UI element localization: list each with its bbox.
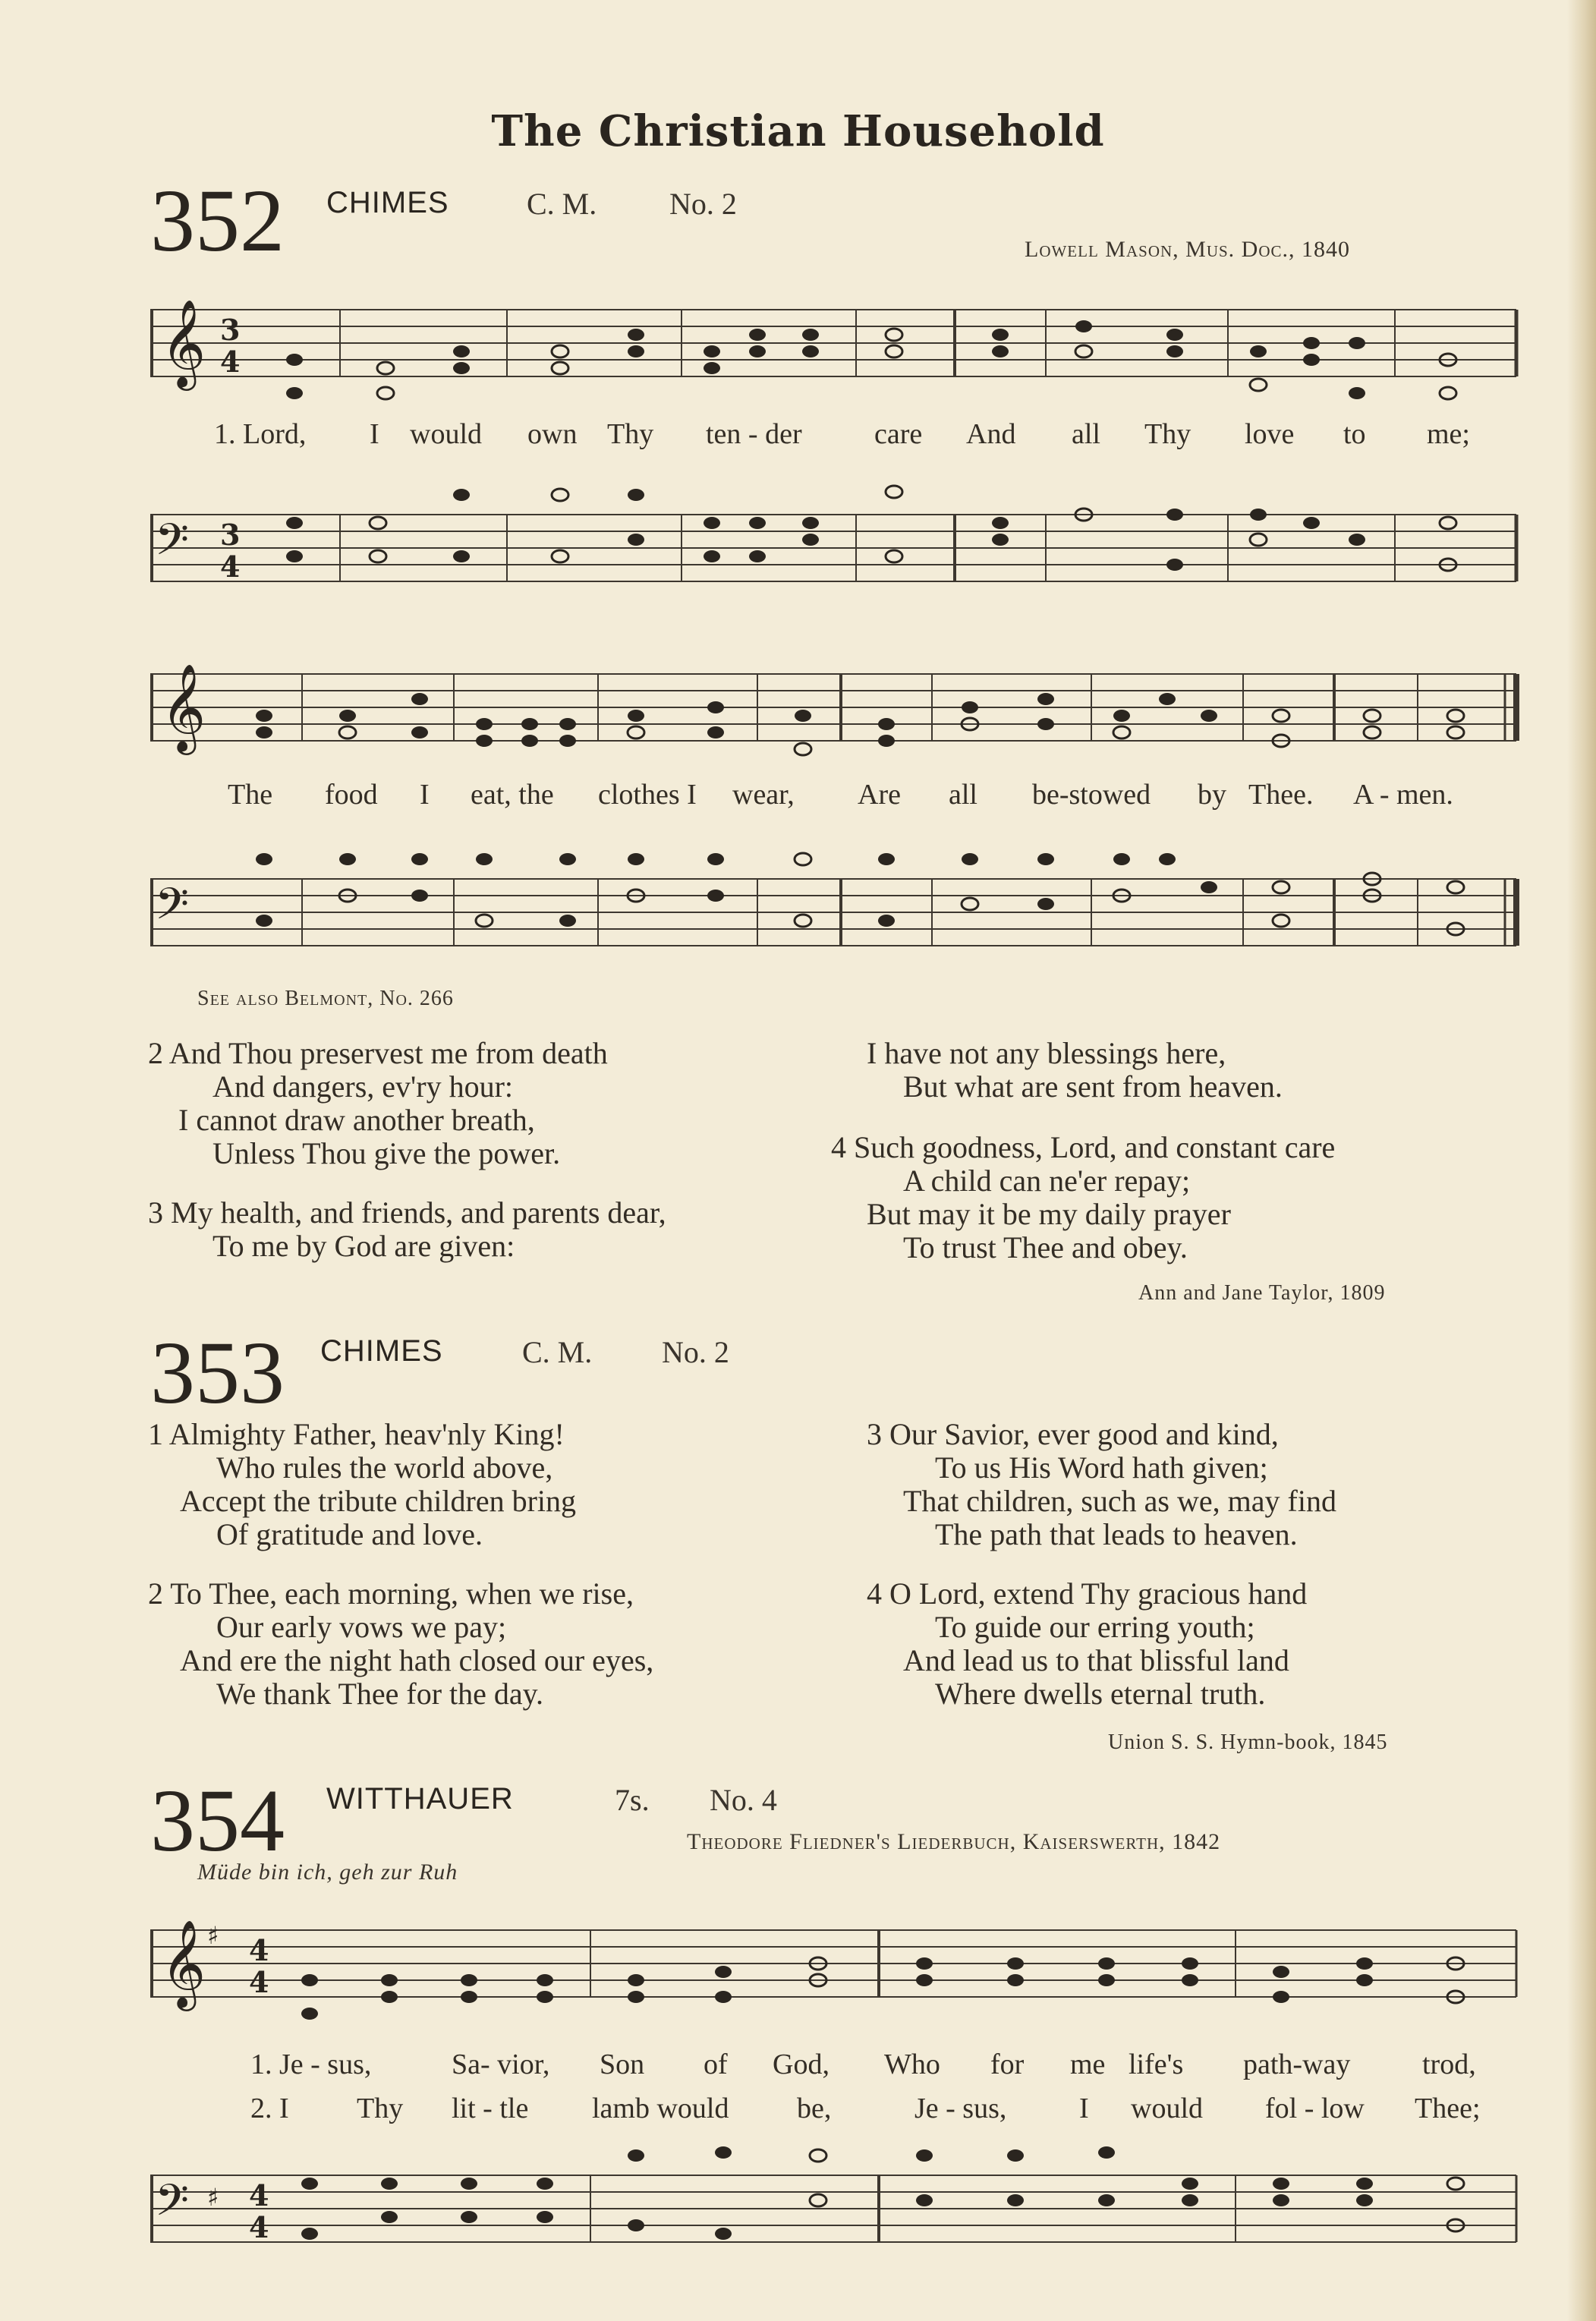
lyric-word: ten - der [706,418,802,450]
treble-staff-352-1 [150,296,1524,395]
svg-text:3: 3 [220,518,241,552]
attribution-352: Ann and Jane Taylor, 1809 [1138,1281,1386,1305]
composer-352: Lowell Mason, Mus. Doc., 1840 [1025,237,1351,262]
svg-text:♯: ♯ [207,1921,219,1950]
lyric-word: Thy [607,418,654,450]
treble-staff-354 [150,1916,1524,2015]
meter-352: C. M. [527,187,597,221]
verse-line: To trust Thee and obey. [903,1230,1188,1264]
lyric-word: life's [1129,2049,1184,2080]
svg-text:𝄞: 𝄞 [161,663,206,751]
lyric-word: me [1070,2049,1106,2080]
verse-line: We thank Thee for the day. [216,1677,544,1711]
verse-line: 2 And Thou preservest me from death [148,1036,608,1070]
lyric-word: 2. I [250,2093,289,2124]
svg-text:4: 4 [220,550,241,584]
svg-text:4: 4 [249,1933,269,1967]
bass-staff-352-1 [150,501,1524,600]
verse-line: Accept the tribute children bring [180,1484,577,1518]
verse-352-2 [148,1037,608,1170]
page-edge [1567,0,1596,2321]
verse-line: 4 O Lord, extend Thy gracious hand [867,1576,1308,1611]
lyric-word: 1. Je - sus, [250,2049,372,2080]
verse-353-4 [867,1577,1307,1711]
svg-text:3: 3 [220,313,241,347]
lyric-word: of [704,2049,728,2080]
lyric-word: clothes I [598,779,697,811]
verse-line: That children, such as we, may find [903,1484,1336,1518]
verse-line: And ere the night hath closed our eyes, [180,1643,654,1677]
verse-line: Our early vows we pay; [216,1610,507,1644]
lyric-word: Son [600,2049,645,2080]
bass-staff-352-2 [150,865,1524,964]
treble-staff-352-2 [150,660,1524,759]
verse-line: Unless Thou give the power. [212,1136,561,1170]
verse-line: But what are sent from heaven. [903,1069,1283,1104]
attribution-353: Union S. S. Hymn-book, 1845 [1108,1731,1388,1754]
lyric-word: A - men. [1353,779,1453,811]
verse-line: But may it be my daily prayer [867,1197,1231,1231]
verse-line: 1 Almighty Father, heav'nly King! [148,1417,565,1451]
lyric-word: wear, [732,779,795,811]
tune-no-352: No. 2 [669,187,737,221]
lyric-word: be, [797,2093,832,2124]
lyric-word: by [1198,779,1226,811]
lyric-word: Je - sus, [914,2093,1007,2124]
lyric-word: all [949,779,977,811]
lyric-word: would [1131,2093,1203,2124]
lyric-word: for [990,2049,1025,2080]
verse-353-3 [867,1418,1336,1551]
lyric-word: I [370,418,379,450]
verse-line: I cannot draw another breath, [178,1103,535,1137]
svg-text:𝄢: 𝄢 [155,2175,190,2237]
lyric-word: Sa- vior, [452,2049,550,2080]
hymn-number-353: 353 [150,1323,285,1422]
svg-text:𝄞: 𝄞 [161,298,206,387]
lyric-word: Who [884,2049,940,2080]
lyric-word: path-way [1243,2049,1351,2080]
lyric-word: be-stowed [1032,779,1151,811]
tune-name-354: WITTHAUER [326,1782,514,1816]
tune-no-353: No. 2 [662,1335,729,1369]
svg-text:𝄢: 𝄢 [155,878,190,940]
lyric-word: lamb would [592,2093,729,2124]
lyric-word: all [1072,418,1100,450]
hymn-number-352: 352 [150,171,285,270]
lyric-word: Are [858,779,901,811]
svg-text:𝄞: 𝄞 [161,1919,206,2008]
lyric-word: me; [1427,418,1470,450]
svg-text:4: 4 [249,1965,269,1999]
lyric-word: fol - low [1265,2093,1365,2124]
lyric-word: lit - tle [452,2093,529,2124]
composer-354: Theodore Fliedner's Liederbuch, Kaiserswerth, 1842 [687,1829,1221,1854]
verse-352-4 [831,1131,1335,1264]
verse-line: 3 Our Savior, ever good and kind, [867,1417,1279,1451]
lyric-word: eat, the [471,779,554,811]
meter-353: C. M. [522,1335,593,1369]
lyric-word: to [1343,418,1366,450]
verse-352-3-continued [867,1037,1283,1104]
lyric-word: I [1079,2093,1089,2124]
meter-354: 7s. [615,1783,650,1817]
subtitle-354: Müde bin ich, geh zur Ruh [197,1860,458,1885]
tune-no-354: No. 4 [710,1783,777,1817]
lyric-word: I [420,779,430,811]
verse-line: 3 My health, and friends, and parents dear, [148,1195,666,1230]
lyric-word: God, [773,2049,829,2080]
verse-line: The path that leads to heaven. [935,1517,1298,1551]
verse-353-1 [148,1418,576,1551]
verse-line: Who rules the world above, [216,1450,553,1485]
lyric-word: own [527,418,578,450]
bass-staff-354 [150,2162,1524,2260]
verse-line: To me by God are given: [212,1229,515,1263]
svg-text:4: 4 [249,2210,269,2244]
verse-line: To guide our erring youth; [935,1610,1255,1644]
verse-line: 4 Such goodness, Lord, and constant care [831,1130,1336,1164]
hymn-number-354: 354 [150,1771,285,1870]
verse-line: Where dwells eternal truth. [935,1677,1266,1711]
verse-line: I have not any blessings here, [867,1036,1226,1070]
lyric-word: Thy [1144,418,1191,450]
lyric-word: Thee. [1248,779,1314,811]
lyric-word: The [228,779,273,811]
verse-line: To us His Word hath given; [935,1450,1268,1485]
lyric-word: Thee; [1415,2093,1481,2124]
svg-text:4: 4 [220,345,241,379]
lyric-word: 1. Lord, [214,418,307,450]
see-also-note: See also Belmont, No. 266 [197,987,454,1010]
svg-text:4: 4 [249,2178,269,2212]
lyric-word: love [1245,418,1295,450]
lyric-word: would [410,418,482,450]
lyric-word: Thy [357,2093,404,2124]
verse-line: 2 To Thee, each morning, when we rise, [148,1576,634,1611]
verse-line: A child can ne'er repay; [903,1164,1191,1198]
verse-line: Of gratitude and love. [216,1517,483,1551]
verse-line: And dangers, ev'ry hour: [212,1069,513,1104]
svg-text:𝄢: 𝄢 [155,514,190,576]
tune-name-353: CHIMES [320,1334,443,1368]
lyric-word: care [874,418,923,450]
lyric-word: And [966,418,1016,450]
tune-name-352: CHIMES [326,186,449,219]
svg-text:♯: ♯ [207,2183,219,2212]
lyric-word: trod, [1422,2049,1476,2080]
verse-line: And lead us to that blissful land [903,1643,1289,1677]
lyric-word: food [325,779,378,811]
page-header-title: The Christian Household [491,106,1105,156]
verse-352-3 [148,1196,666,1263]
verse-353-2 [148,1577,653,1711]
